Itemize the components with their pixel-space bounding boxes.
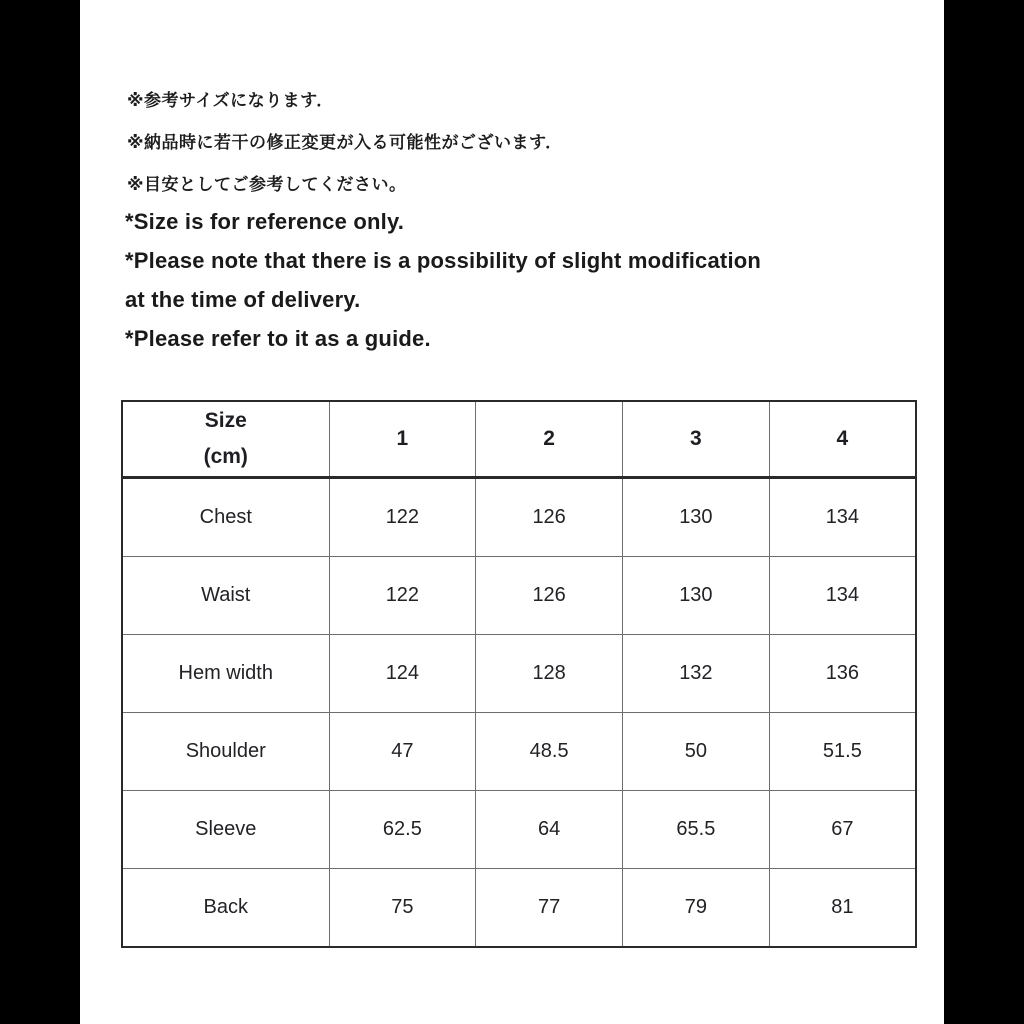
hem-width-size-3-value: 132: [623, 635, 770, 713]
size-table: [121, 400, 917, 948]
table-row-back: [122, 869, 916, 948]
waist-size-3-value: 130: [623, 557, 770, 635]
hem-width-size-4-value: 136: [769, 635, 916, 713]
size-guide-page: [80, 0, 944, 1024]
row-label-back: Back: [122, 869, 329, 948]
sleeve-size-2-value: 64: [476, 791, 623, 869]
header-size-label: Size: [204, 409, 247, 432]
waist-size-1-value: 122: [329, 557, 476, 635]
waist-size-2-value: 126: [476, 557, 623, 635]
hem-width-size-1-value: 124: [329, 635, 476, 713]
note-en-modification-line1: *Please note that there is a possibility of slight modification: [125, 248, 762, 273]
shoulder-size-4-value: 51.5: [769, 713, 916, 791]
note-ja-reference-size: ※参考サイズになります．: [127, 91, 334, 110]
sleeve-size-3-value: 65.5: [623, 791, 770, 869]
note-en-reference-size: *Size is for reference only.: [125, 209, 405, 234]
row-label-sleeve: Sleeve: [122, 791, 329, 869]
table-row-shoulder: [122, 713, 916, 791]
waist-size-4-value: 134: [769, 557, 916, 635]
back-size-4-value: 81: [769, 869, 916, 948]
row-label-shoulder: Shoulder: [122, 713, 329, 791]
row-label-waist: Waist: [122, 557, 329, 635]
english-notes: [125, 202, 761, 358]
chest-size-3-value: 130: [623, 478, 770, 557]
header-cm-label: (cm): [203, 445, 248, 468]
back-size-2-value: 77: [476, 869, 623, 948]
header-cell-size-3: 3: [623, 401, 770, 478]
shoulder-size-2-value: 48.5: [476, 713, 623, 791]
note-ja-modification: ※納品時に若干の修正変更が入る可能性がございます．: [127, 133, 563, 152]
back-size-3-value: 79: [623, 869, 770, 948]
note-ja-guide: ※目安としてご参考してください。: [127, 175, 407, 194]
row-label-hem-width: Hem width: [122, 635, 329, 713]
row-label-chest: Chest: [122, 478, 329, 557]
header-cell-size-2: 2: [476, 401, 623, 478]
table-row-hem-width: [122, 635, 916, 713]
japanese-notes: [127, 80, 563, 206]
table-row-sleeve: [122, 791, 916, 869]
note-en-guide: *Please refer to it as a guide.: [125, 326, 431, 351]
table-row-chest: [122, 478, 916, 557]
note-en-modification-line2: at the time of delivery.: [125, 287, 361, 312]
hem-width-size-2-value: 128: [476, 635, 623, 713]
header-cell-size-4: 4: [769, 401, 916, 478]
header-cell-size-cm: [122, 401, 329, 478]
sleeve-size-4-value: 67: [769, 791, 916, 869]
back-size-1-value: 75: [329, 869, 476, 948]
sleeve-size-1-value: 62.5: [329, 791, 476, 869]
shoulder-size-1-value: 47: [329, 713, 476, 791]
table-header-row: [122, 401, 916, 478]
table-row-waist: [122, 557, 916, 635]
header-cell-size-1: 1: [329, 401, 476, 478]
chest-size-1-value: 122: [329, 478, 476, 557]
chest-size-4-value: 134: [769, 478, 916, 557]
shoulder-size-3-value: 50: [623, 713, 770, 791]
chest-size-2-value: 126: [476, 478, 623, 557]
